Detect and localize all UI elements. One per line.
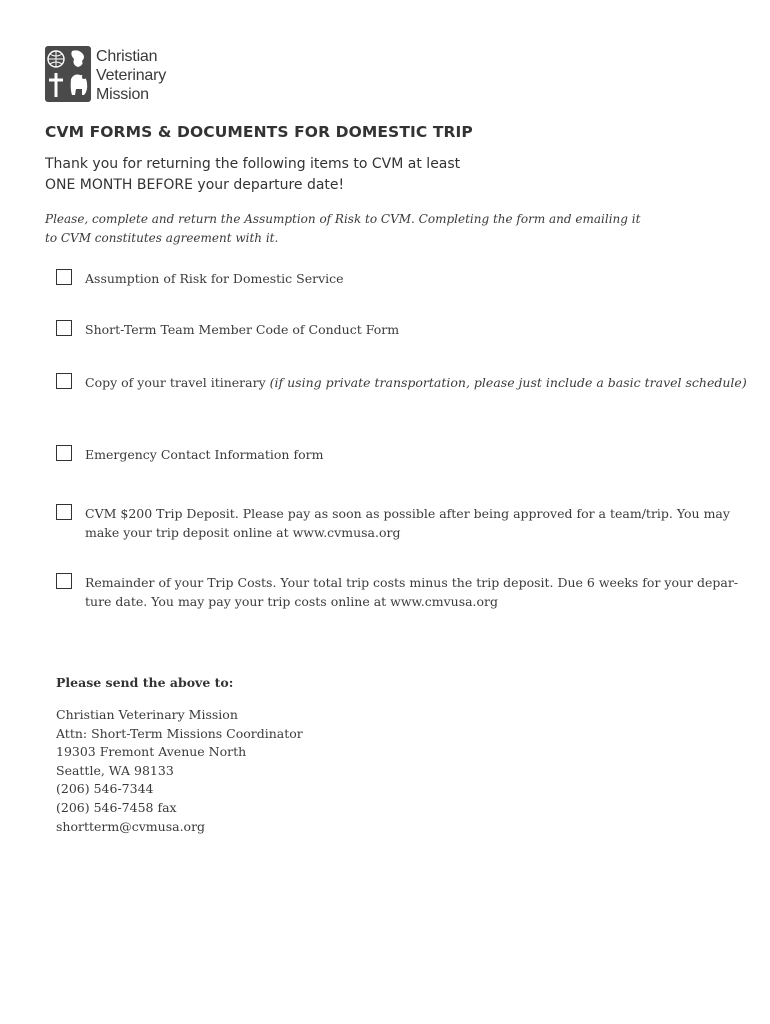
address-city: Seattle, WA 98133 — [56, 762, 174, 778]
mailing-address — [56, 706, 303, 836]
costs-line-1: Remainder of your Trip Costs. Your total trip costs minus the trip deposit. Due 6 weeks for your depar- — [85, 575, 739, 590]
logo-wordmark — [96, 47, 166, 104]
checklist-item-label — [85, 573, 739, 611]
checklist-item-label: Assumption of Risk for Domestic Service — [85, 271, 344, 286]
intro-line-1: Thank you for returning the following items to CVM at least — [45, 156, 461, 172]
instruction-line-1: Please, complete and return the Assumption of Risk to CVM. Completing the form and emailing it — [45, 212, 641, 226]
deposit-line-2: make your trip deposit online at www.cvmusa.org — [85, 525, 401, 540]
address-email[interactable]: shortterm@cvmusa.org — [56, 818, 206, 834]
logo-line-2: Veterinary — [96, 67, 167, 84]
checklist-item-label: Emergency Contact Information form — [85, 447, 324, 462]
checkbox[interactable] — [56, 320, 72, 336]
logo-line-3: Mission — [96, 86, 149, 103]
instruction-line-2: to CVM constitutes agreement with it. — [45, 231, 279, 245]
address-street: 19303 Fremont Avenue North — [56, 744, 247, 760]
checkbox[interactable] — [56, 504, 72, 520]
checkbox[interactable] — [56, 445, 72, 461]
instruction-text — [45, 210, 685, 248]
itinerary-note: (if using private transportation, please just include a basic travel schedule) — [269, 375, 747, 390]
costs-line-2: ture date. You may pay your trip costs online at www.cmvusa.org — [85, 594, 499, 609]
page-title: CVM FORMS & DOCUMENTS FOR DOMESTIC TRIP — [45, 123, 473, 141]
address-attn: Attn: Short-Term Missions Coordinator — [56, 725, 303, 741]
deposit-line-1: CVM $200 Trip Deposit. Please pay as soon as possible after being approved for a team/trip. You may — [85, 506, 730, 521]
checklist-item-label — [85, 373, 747, 392]
address-fax: (206) 546-7458 fax — [56, 799, 177, 815]
address-org: Christian Veterinary Mission — [56, 707, 238, 722]
checklist-item-label: Short-Term Team Member Code of Conduct Form — [85, 322, 400, 337]
intro-line-2: ONE MONTH BEFORE your departure date! — [45, 177, 345, 193]
itinerary-label: Copy of your travel itinerary — [85, 375, 270, 390]
send-heading: Please send the above to: — [56, 675, 234, 690]
checkbox[interactable] — [56, 269, 72, 285]
intro-text — [45, 154, 460, 196]
cvm-logo — [44, 45, 184, 105]
address-phone: (206) 546-7344 — [56, 781, 154, 797]
checklist-item-label — [85, 504, 730, 542]
logo-line-1: Christian — [96, 48, 158, 65]
checkbox[interactable] — [56, 373, 72, 389]
cvm-emblem-icon — [44, 45, 92, 103]
checkbox[interactable] — [56, 573, 72, 589]
